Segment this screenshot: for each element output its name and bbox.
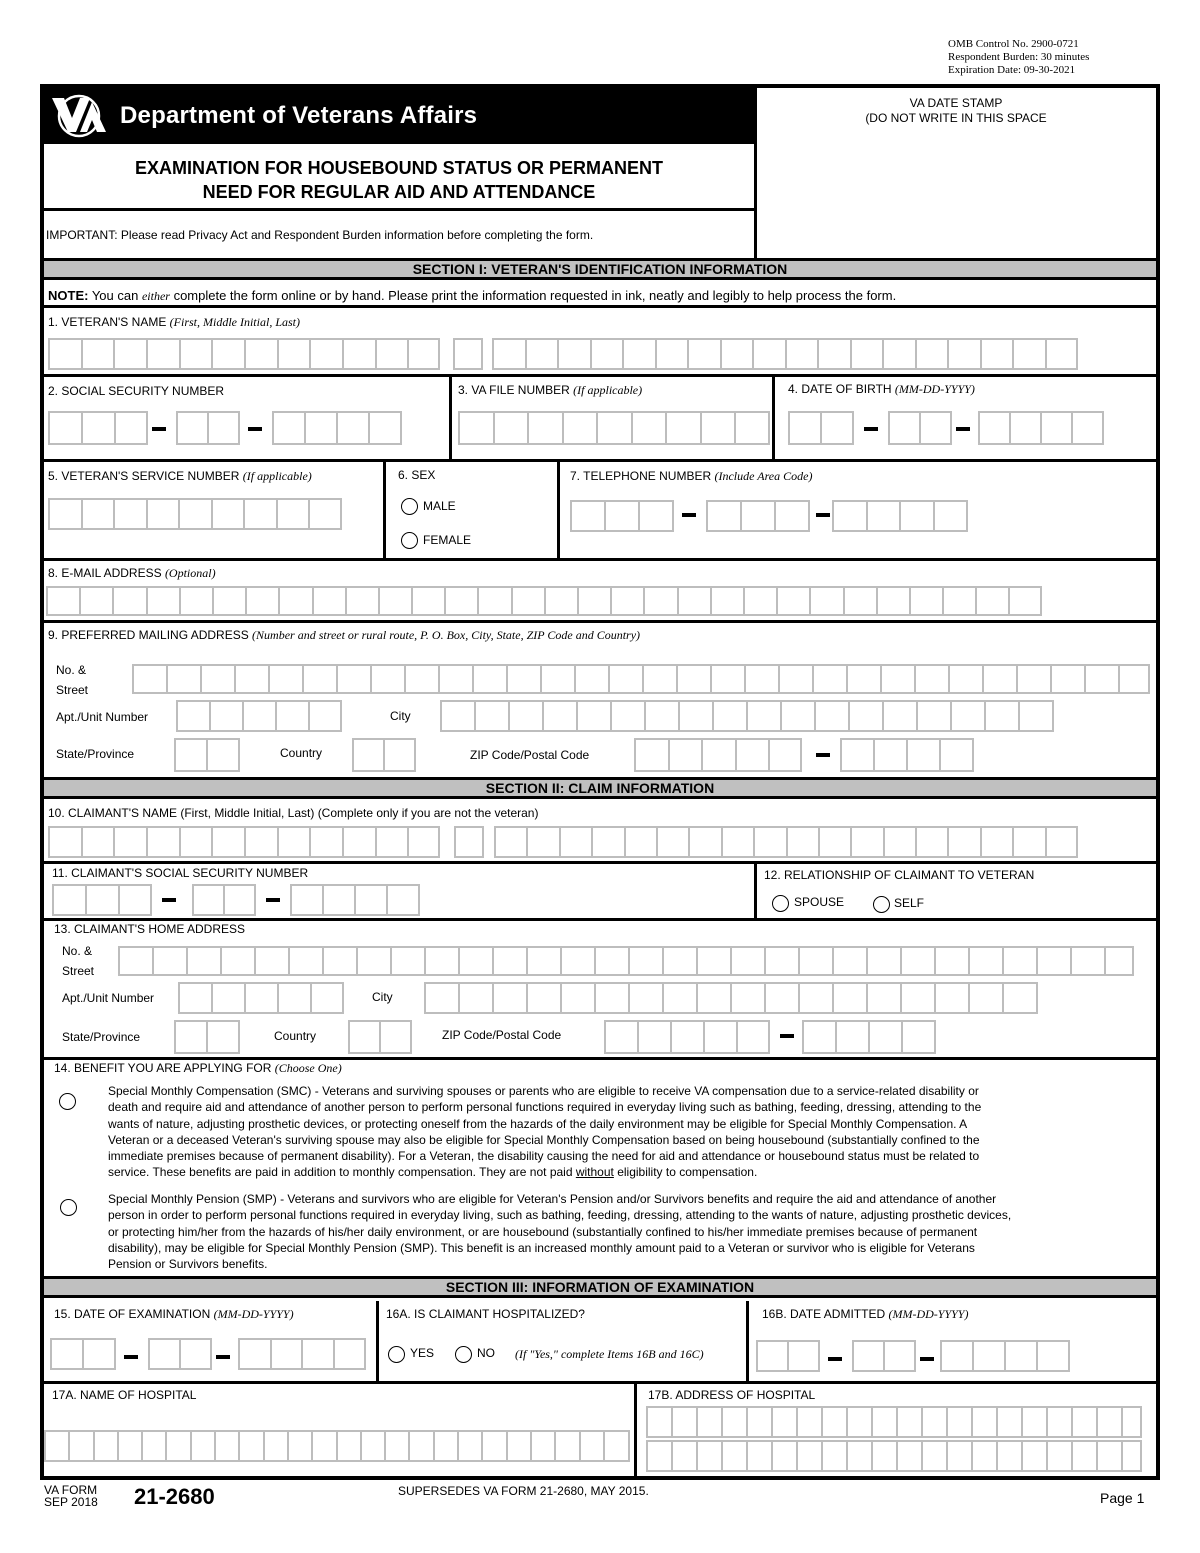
stamp-label: VA DATE STAMP [909, 96, 1003, 110]
mailing-zip4-input[interactable] [840, 738, 974, 772]
field-5-label: 5. VETERAN'S SERVICE NUMBER (If applicable) [48, 469, 312, 483]
claimant-ssn-part1-input[interactable] [52, 884, 152, 916]
form-title [44, 146, 754, 211]
omb-control-number: OMB Control No. 2900-0721 [948, 38, 1079, 50]
field-10-label: 10. CLAIMANT'S NAME (First, Middle Initial, Last) (Complete only if you are not the veteran) [48, 806, 539, 820]
claimant-city-input[interactable] [424, 982, 1038, 1014]
field-14-label: 14. BENEFIT YOU ARE APPLYING FOR (Choose One) [54, 1061, 342, 1075]
city-label: City [390, 709, 411, 723]
veteran-last-name-input[interactable] [492, 338, 1078, 370]
field-17a-label: 17A. NAME OF HOSPITAL [52, 1388, 197, 1402]
ssn-part3-input[interactable] [272, 411, 402, 445]
dob-month-input[interactable] [788, 411, 854, 445]
claimant-state-label: State/Province [62, 1030, 141, 1044]
mailing-apt-input[interactable] [176, 700, 342, 732]
mailing-zip-input[interactable] [634, 738, 802, 772]
field-15-label: 15. DATE OF EXAMINATION (MM-DD-YYYY) [54, 1307, 294, 1321]
claimant-country-label: Country [274, 1029, 317, 1043]
claimant-street-input[interactable] [118, 946, 1134, 976]
dob-year-input[interactable] [978, 411, 1104, 445]
form-title-line1: EXAMINATION FOR HOUSEBOUND STATUS OR PERMANENT [134, 158, 663, 178]
claimant-city-label: City [372, 990, 393, 1004]
section-1-header: SECTION I: VETERAN'S IDENTIFICATION INFORMATION [44, 258, 1156, 280]
mailing-state-input[interactable] [174, 738, 240, 772]
exam-date-day-input[interactable] [148, 1338, 212, 1370]
hospitalized-yes-radio[interactable] [388, 1346, 405, 1363]
hospital-name-input[interactable] [44, 1430, 630, 1462]
state-label: State/Province [56, 747, 135, 761]
sex-female-label: FEMALE [423, 533, 472, 547]
self-label: SELF [894, 896, 925, 910]
claimant-zip-input[interactable] [604, 1020, 770, 1054]
ssn-part1-input[interactable] [48, 411, 148, 445]
phone-line-input[interactable] [832, 500, 968, 532]
relationship-spouse-radio[interactable] [772, 895, 789, 912]
claimant-first-name-input[interactable] [48, 826, 440, 858]
stamp-instruction: (DO NOT WRITE IN THIS SPACE [865, 111, 1047, 125]
benefit-smc-radio[interactable] [59, 1093, 76, 1110]
field-1-label: 1. VETERAN'S NAME (First, Middle Initial, Last) [48, 315, 300, 329]
field-4-label: 4. DATE OF BIRTH (MM-DD-YYYY) [788, 382, 975, 396]
header-banner [44, 88, 754, 144]
smc-description: Special Monthly Compensation (SMC) - Veterans and surviving spouses or parents who are eligible to receive VA compensation due to a service-related disability or death and require aid and attendance of another person to perform personal functions required in everyday living such as bathing, feeding, dressing, attending to the wants of nature, adjusting prosthetic devices, or protecting oneself from the hazards of the daily environment may be eligible for Special Monthly Compensation. A Veteran or a deceased Veteran's surviving spouse may also be eligible for Special Monthly Compensation based on being housebound (substantially confined to the immediate premises because of permanent disability). For a Veteran, the disability causing the need for aid and attendance or housebound status must be related to service. These benefits are paid in addition to monthly compensation. They are not paid without eligibility to compensation. [108, 1084, 982, 1180]
country-label: Country [280, 746, 323, 760]
mailing-city-input[interactable] [440, 700, 1054, 732]
claimant-last-name-input[interactable] [494, 826, 1078, 858]
admitted-day-input[interactable] [852, 1340, 916, 1372]
claimant-middle-initial-input[interactable] [454, 826, 484, 858]
no-label: NO [477, 1346, 495, 1360]
zip-label: ZIP Code/Postal Code [470, 748, 590, 762]
field-11-label: 11. CLAIMANT'S SOCIAL SECURITY NUMBER [52, 866, 309, 880]
field-16b-label: 16B. DATE ADMITTED (MM-DD-YYYY) [762, 1307, 969, 1321]
form-edition: VA FORM SEP 2018 [44, 1483, 98, 1509]
hospital-address-line1-input[interactable] [646, 1406, 1142, 1438]
apt-label: Apt./Unit Number [56, 710, 149, 724]
field-3-label: 3. VA FILE NUMBER (If applicable) [458, 383, 643, 397]
form-title-line2: NEED FOR REGULAR AID AND ATTENDANCE [202, 182, 596, 202]
field-16a-label: 16A. IS CLAIMANT HOSPITALIZED? [386, 1307, 585, 1321]
mailing-country-input[interactable] [352, 738, 416, 772]
relationship-self-radio[interactable] [873, 896, 890, 913]
yes-label: YES [410, 1346, 435, 1360]
field-12-label: 12. RELATIONSHIP OF CLAIMANT TO VETERAN [764, 868, 1035, 882]
email-input[interactable] [46, 586, 1042, 616]
hospitalized-no-radio[interactable] [455, 1346, 472, 1363]
note-text: NOTE: You can either complete the form online or by hand. Please print the information requested in ink, neatly and legibly to help process the form. [48, 288, 897, 303]
smp-description: Special Monthly Pension (SMP) - Veterans and survivors who are eligible for Veteran's Pension and/or Survivors benefits and require the aid and attendance of another person in order to perform personal functions required in everyday living, such as bathing, feeding, dressing, attending to the wants of nature, adjusting prosthetic devices, or protecting him/her from the hazards of his/her daily environment, or are housebound (substantially confined to his/her immediate premises because of permanent disability), may be eligible for Special Monthly Pension (SMP). This benefit is an increased monthly amount paid to a Veteran or survivor who is eligible for Veterans Pension or Survivors benefits. [108, 1192, 1012, 1272]
field-8-label: 8. E-MAIL ADDRESS (Optional) [48, 566, 216, 580]
dob-day-input[interactable] [888, 411, 952, 445]
mailing-street-input[interactable] [132, 664, 1150, 694]
benefit-smp-radio[interactable] [60, 1199, 77, 1216]
omb-info [948, 38, 1089, 77]
claimant-country-input[interactable] [348, 1020, 412, 1054]
respondent-burden: Respondent Burden: 30 minutes [948, 51, 1090, 63]
header-divider [754, 88, 757, 258]
form-number: 21-2680 [134, 1484, 215, 1509]
veteran-middle-initial-input[interactable] [453, 338, 483, 370]
claimant-street-no-label: No. & [62, 944, 93, 958]
field-9-label: 9. PREFERRED MAILING ADDRESS (Number and street or rural route, P. O. Box, City, State, ZIP Code and Country) [48, 628, 641, 642]
department-name: Department of Veterans Affairs [120, 102, 478, 129]
va-date-stamp-area [760, 96, 1152, 126]
section-2-header: SECTION II: CLAIM INFORMATION [44, 777, 1156, 799]
claimant-apt-label: Apt./Unit Number [62, 991, 155, 1005]
sex-male-label: MALE [423, 499, 456, 513]
page-number: Page 1 [1100, 1490, 1145, 1506]
va-file-number-input[interactable] [458, 411, 770, 445]
hospital-address-line2-input[interactable] [646, 1440, 1142, 1472]
field-17b-label: 17B. ADDRESS OF HOSPITAL [648, 1388, 816, 1402]
phone-area-code-input[interactable] [570, 500, 674, 532]
field-7-label: 7. TELEPHONE NUMBER (Include Area Code) [570, 469, 813, 483]
claimant-state-input[interactable] [174, 1020, 240, 1054]
va-seal-icon [50, 94, 108, 138]
field-16a-note: (If "Yes," complete Items 16B and 16C) [515, 1347, 704, 1361]
claimant-ssn-part2-input[interactable] [192, 884, 256, 916]
sex-male-radio[interactable] [401, 498, 418, 515]
claimant-zip-label: ZIP Code/Postal Code [442, 1028, 562, 1042]
admitted-year-input[interactable] [940, 1340, 1070, 1372]
sex-female-radio[interactable] [401, 532, 418, 549]
claimant-apt-input[interactable] [178, 982, 344, 1014]
field-6-label: 6. SEX [398, 468, 436, 482]
field-2-label: 2. SOCIAL SECURITY NUMBER [48, 384, 225, 398]
exam-date-month-input[interactable] [50, 1338, 116, 1370]
street-label: Street [56, 683, 89, 697]
important-notice: IMPORTANT: Please read Privacy Act and Respondent Burden information before completing the form. [46, 228, 594, 242]
field-13-label: 13. CLAIMANT'S HOME ADDRESS [54, 922, 246, 936]
exam-date-year-input[interactable] [238, 1338, 366, 1370]
veteran-first-name-input[interactable] [48, 338, 440, 370]
service-number-input[interactable] [48, 498, 342, 530]
expiration-date: Expiration Date: 09-30-2021 [948, 64, 1076, 76]
spouse-label: SPOUSE [794, 895, 845, 909]
phone-prefix-input[interactable] [706, 500, 810, 532]
admitted-month-input[interactable] [756, 1340, 820, 1372]
supersedes-note: SUPERSEDES VA FORM 21-2680, MAY 2015. [398, 1484, 649, 1498]
street-no-label: No. & [56, 663, 87, 677]
claimant-street-label: Street [62, 964, 95, 978]
ssn-part2-input[interactable] [176, 411, 240, 445]
claimant-ssn-part3-input[interactable] [290, 884, 420, 916]
claimant-zip4-input[interactable] [802, 1020, 936, 1054]
section-3-header: SECTION III: INFORMATION OF EXAMINATION [44, 1276, 1156, 1298]
